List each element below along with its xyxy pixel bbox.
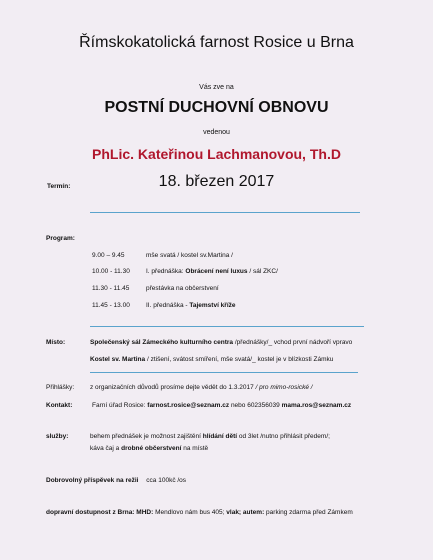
program-time: 11.45 - 13.00 [92,302,130,309]
program-text: II. přednáška - [146,302,188,309]
donation-label: Dobrovolný příspěvek na režii [46,477,139,484]
divider [90,326,364,327]
car-label: autem: [242,509,265,516]
email-link-1[interactable]: farnost.rosice@seznam.cz [147,402,230,409]
program-item [146,268,278,275]
contact-office: Farní úřad Rosice: [92,402,146,409]
services-label: služby: [46,433,69,440]
mhd-info: Mendlovo nám bus 405; [155,509,225,516]
registration-text-row [90,384,313,391]
services-text: na místě [183,445,209,452]
divider [90,212,360,213]
car-info: parking zdarma před Zámkem [266,509,353,516]
invite-text: Vás zve na [199,84,234,91]
transport-row [46,509,353,516]
program-text: I. přednáška: [146,268,184,275]
contact-phone: nebo 602356039 [230,402,280,409]
term-label: Termín: [47,183,71,190]
event-date: 18. březen 2017 [158,173,275,190]
venue-hall: Společenský sál Zámeckého kulturního centra [90,339,234,346]
divider [90,372,358,373]
contact-row [92,402,351,409]
program-item [146,302,236,309]
program-time: 10.00 - 11.30 [92,268,130,275]
place-label: Místo: [46,339,66,346]
venue-church-note: / ztišení, svátost smíření, mše svatá/_ kostel je v blízkosti Zámku [146,356,334,363]
led-by-text: vedenou [203,129,230,136]
services-text: od 3let /nutno přihlásit předem/; [238,433,330,440]
place-line-2 [90,356,333,363]
program-location: / sál ZKC/ [249,268,278,275]
parish-title: Římskokatolická farnost Rosice u Brna [79,34,354,51]
donation-value: cca 100kč /os [146,477,187,484]
donation-row [46,477,186,484]
services-line-1 [90,433,330,440]
registration-note: / pro mimo-rosické / [255,384,313,391]
registration-label: Přihlášky: [46,384,75,391]
registration-text: z organizačních důvodů prosíme dejte vědět do 1.3.2017 [90,384,254,391]
transport-label: dopravní dostupnost z Brna: [46,509,135,516]
place-line-1 [90,339,352,346]
lecture-title: Obrácení není luxus [185,268,248,275]
program-label: Program: [46,235,75,242]
program-item [146,252,233,259]
services-line-2 [90,445,208,452]
program-time: 11.30 - 11.45 [92,285,130,292]
services-text: káva čaj a [90,445,120,452]
venue-hall-note: /přednášky/_ vchod první nádvoří vpravo [234,339,353,346]
leader-name: PhLic. Kateřinou Lachmanovou, Th.D [92,146,341,162]
event-heading: POSTNÍ DUCHOVNÍ OBNOVU [104,99,329,116]
program-text: přestávka na občerstvení [146,285,219,292]
program-text: mše svatá / kostel sv.Martina / [146,252,233,259]
mhd-label: MHD: [136,509,154,516]
childcare-text: hlídání dětí [202,433,238,440]
services-text: behem přednášek je možnost zajištění [90,433,201,440]
contact-label: Kontakt: [46,402,73,409]
venue-church: Kostel sv. Martina [90,356,146,363]
program-time: 9.00 – 9.45 [92,252,125,259]
email-link-2[interactable]: mama.ros@seznam.cz [281,402,352,409]
lecture-title: Tajemství kříže [189,302,236,309]
train-label: vlak; [226,509,242,516]
refreshments-text: drobné občerstvení [121,445,182,452]
program-item [146,285,219,292]
